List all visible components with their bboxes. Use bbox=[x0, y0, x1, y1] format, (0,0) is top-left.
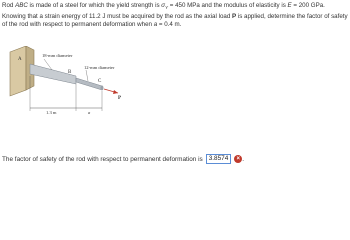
wall-support bbox=[10, 46, 26, 96]
label-c: C bbox=[98, 79, 102, 84]
length-a-label: a bbox=[88, 110, 91, 115]
label-a: A bbox=[18, 57, 22, 62]
answer-prompt: The factor of safety of the rod with respect to permanent deformation is bbox=[2, 155, 203, 163]
rod-name: ABC bbox=[15, 2, 28, 9]
a-symbol: a bbox=[153, 21, 158, 29]
answer-period: . bbox=[242, 155, 245, 163]
rod-figure bbox=[6, 46, 136, 132]
problem-statement: Rod ABC is made of a steel for which the yield strength is $\sigma_Y = 450$ MPa and the modulus of elasticity is E = 200 GPa. Knowing that a strain energy of 11.2 J must be acquired by the rod as the axial load P is applied, determine the factor of safety of the rod with respect to permanent deformation when a = 0.4 m. bbox=[2, 2, 348, 29]
load-symbol: P bbox=[232, 12, 237, 20]
answer-row bbox=[2, 154, 244, 164]
rod-diagram bbox=[6, 46, 136, 132]
rod-end-c bbox=[101, 86, 104, 91]
dia-large-label: 18-mm diameter bbox=[42, 53, 73, 58]
leader-line bbox=[86, 70, 88, 81]
modulus-symbol: E bbox=[287, 2, 292, 9]
label-b: B bbox=[68, 70, 72, 75]
incorrect-icon: × bbox=[234, 155, 242, 163]
length-left-label: 1.3 m bbox=[46, 110, 57, 115]
answer-input[interactable]: 3.8574 bbox=[206, 154, 232, 164]
load-arrow-head bbox=[113, 90, 118, 94]
label-p: P bbox=[118, 96, 122, 101]
dia-small-label: 12-mm diameter bbox=[84, 65, 115, 70]
yield-symbol: $\sigma_Y$ bbox=[161, 2, 169, 11]
